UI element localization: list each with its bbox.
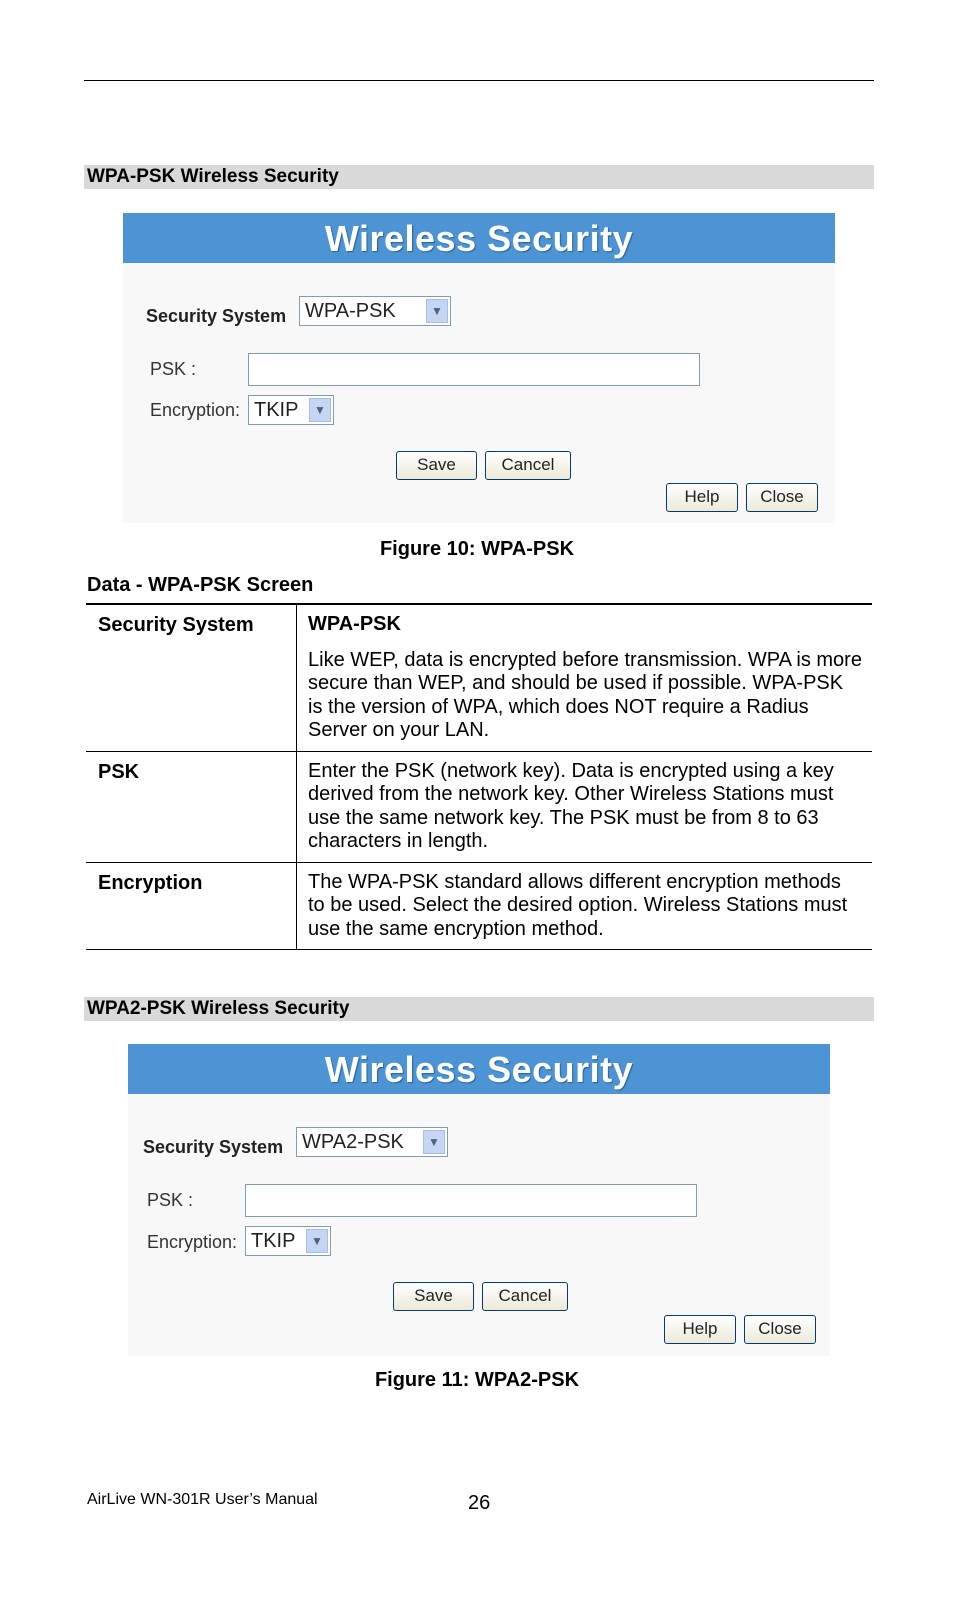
- security-system-label: Security System: [146, 306, 287, 326]
- section-heading-wpa2-psk: WPA2-PSK Wireless Security: [84, 997, 874, 1021]
- field-text: Like WEP, data is encrypted before transmission. WPA is more secure than WEP, and should be used if possible. WPA-PSK is the version of WPA, which does NOT require a Radius Server on your LAN.: [308, 648, 862, 741]
- security-system-value: WPA2-PSK: [302, 1131, 404, 1153]
- psk-input[interactable]: [248, 353, 700, 386]
- cancel-button[interactable]: Cancel: [482, 1282, 568, 1311]
- encryption-label: Encryption:: [147, 1232, 238, 1252]
- top-rule: [84, 80, 874, 81]
- wpa2-psk-screenshot: [128, 1044, 830, 1356]
- encryption-label: Encryption:: [150, 400, 241, 420]
- security-system-select[interactable]: [299, 296, 451, 326]
- data-table: [86, 603, 872, 950]
- field-name: Encryption: [86, 862, 297, 950]
- page-number: 26: [468, 1492, 491, 1514]
- help-button[interactable]: Help: [666, 483, 738, 512]
- chevron-down-icon: ▼: [309, 398, 331, 422]
- encryption-value: TKIP: [254, 399, 299, 421]
- psk-label: PSK :: [147, 1190, 194, 1210]
- save-button[interactable]: Save: [393, 1282, 474, 1311]
- chevron-down-icon: ▼: [426, 299, 448, 323]
- psk-input[interactable]: [245, 1184, 697, 1217]
- field-text: The WPA-PSK standard allows different encryption methods to be used. Select the desired option. Wireless Stations must use the same encryption method.: [297, 862, 873, 950]
- footer-manual-title: AirLive WN-301R User’s Manual: [87, 1491, 318, 1508]
- table-row: [86, 604, 872, 751]
- section-heading-wpa-psk: WPA-PSK Wireless Security: [84, 165, 874, 189]
- table-row: [86, 751, 872, 862]
- table-title: Data - WPA-PSK Screen: [87, 574, 314, 596]
- chevron-down-icon: ▼: [423, 1130, 445, 1154]
- close-button[interactable]: Close: [744, 1315, 816, 1344]
- chevron-down-icon: ▼: [306, 1229, 328, 1253]
- cancel-button[interactable]: Cancel: [485, 451, 571, 480]
- security-system-label: Security System: [143, 1137, 284, 1157]
- field-name: PSK: [86, 751, 297, 862]
- wireless-security-banner: Wireless Security: [123, 213, 835, 263]
- figure-11-caption: Figure 11: WPA2-PSK: [374, 1369, 580, 1391]
- figure-10-caption: Figure 10: WPA-PSK: [379, 538, 575, 560]
- wireless-security-banner: Wireless Security: [128, 1044, 830, 1094]
- security-system-select[interactable]: [296, 1127, 448, 1157]
- save-button[interactable]: Save: [396, 451, 477, 480]
- psk-label: PSK :: [150, 359, 197, 379]
- field-description: [297, 604, 873, 751]
- field-text: Enter the PSK (network key). Data is encrypted using a key derived from the network key. Other Wireless Stations must use the same network key. The PSK must be from 8 to 63 characters in length.: [297, 751, 873, 862]
- table-row: [86, 862, 872, 950]
- encryption-value: TKIP: [251, 1230, 296, 1252]
- encryption-select[interactable]: [245, 1226, 331, 1256]
- help-button[interactable]: Help: [664, 1315, 736, 1344]
- field-name: Security System: [86, 604, 297, 751]
- wpa-psk-screenshot: [123, 213, 835, 523]
- security-system-value: WPA-PSK: [305, 300, 396, 322]
- field-subheading: WPA-PSK: [308, 613, 401, 635]
- close-button[interactable]: Close: [746, 483, 818, 512]
- encryption-select[interactable]: [248, 395, 334, 425]
